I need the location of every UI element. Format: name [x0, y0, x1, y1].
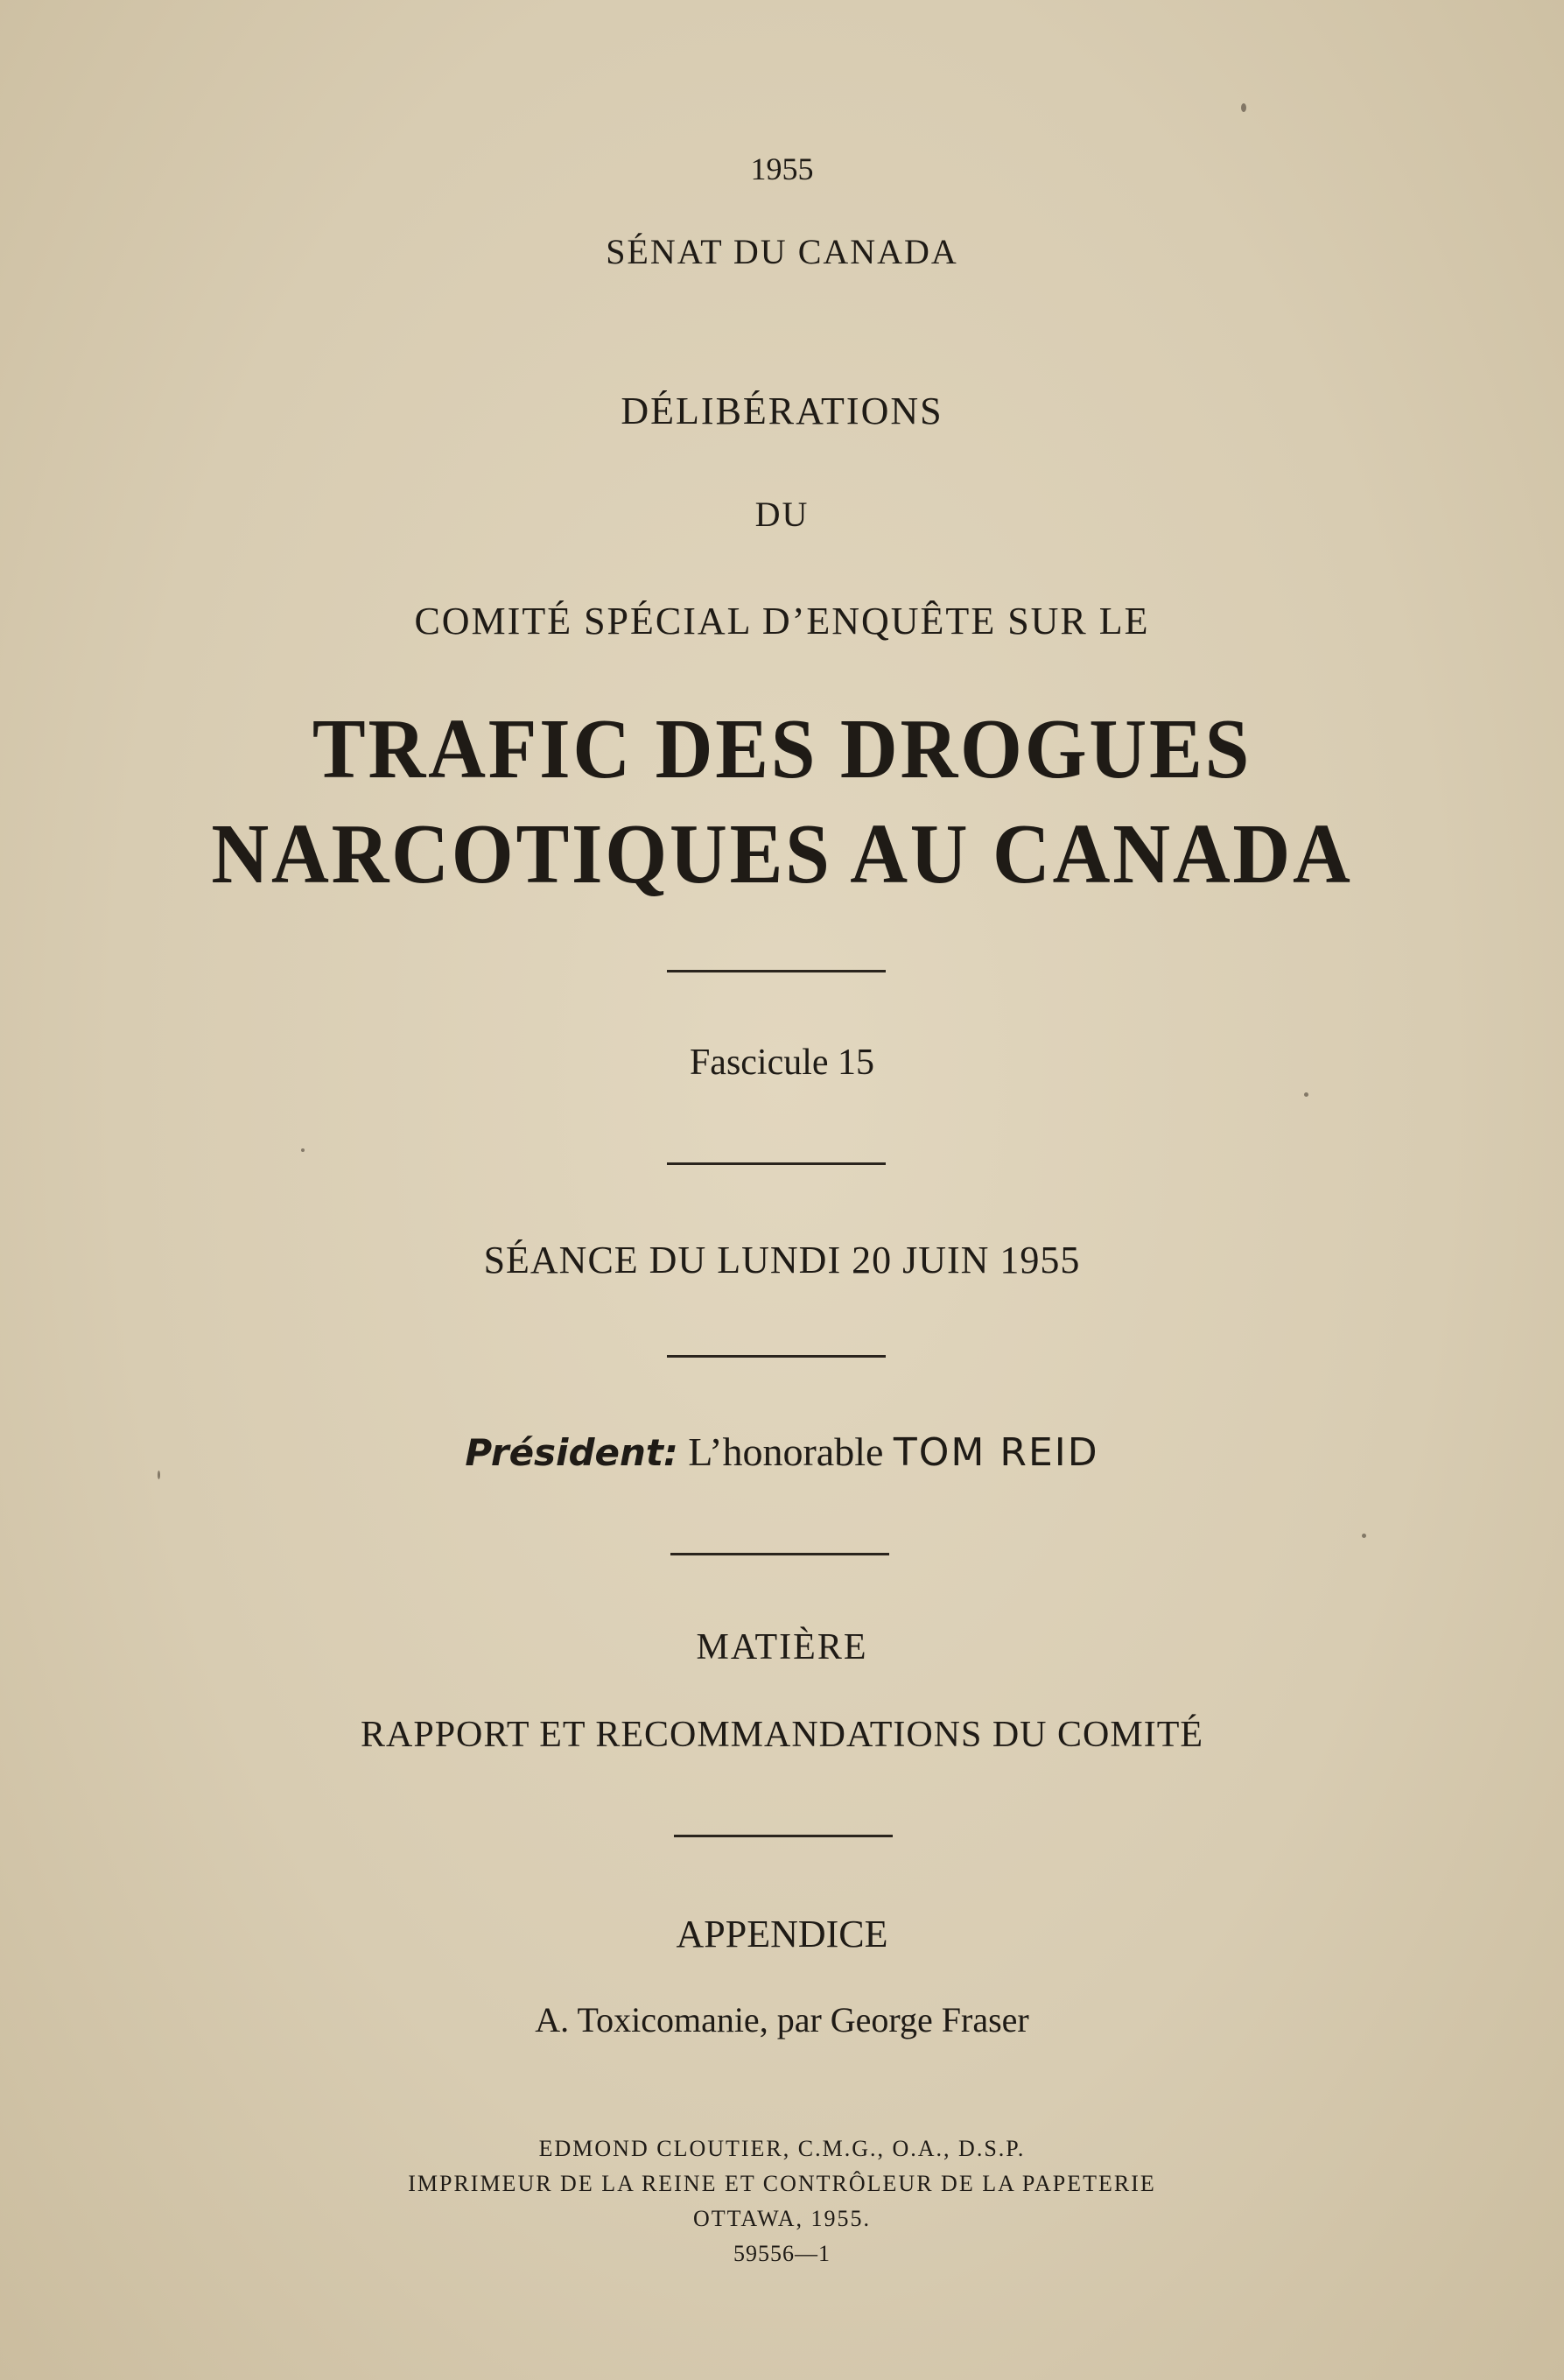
- president-honorific: L’honorable: [688, 1429, 884, 1474]
- heading-du: DU: [754, 495, 810, 534]
- divider-rule: [670, 1553, 889, 1555]
- divider-rule: [667, 1355, 886, 1358]
- matiere-label: MATIÈRE: [696, 1627, 868, 1667]
- session-date: SÉANCE DU LUNDI 20 JUIN 1955: [483, 1239, 1081, 1281]
- main-title-line-1: TRAFIC DES DROGUES: [312, 702, 1252, 797]
- paper-speck: [1304, 1092, 1308, 1097]
- fascicule-number: Fascicule 15: [689, 1043, 875, 1083]
- main-title-line-2: NARCOTIQUES AU CANADA: [211, 807, 1353, 902]
- president-name: TOM REID: [893, 1430, 1099, 1475]
- heading-comite: COMITÉ SPÉCIAL D’ENQUÊTE SUR LE: [414, 600, 1150, 642]
- imprint-printer: EDMOND CLOUTIER, C.M.G., O.A., D.S.P.: [538, 2136, 1026, 2161]
- appendice-label: APPENDICE: [676, 1913, 888, 1955]
- appendice-item: A. Toxicomanie, par George Fraser: [535, 2000, 1029, 2039]
- president-label: Président:: [465, 1431, 678, 1474]
- paper-speck: [158, 1471, 160, 1479]
- divider-rule: [674, 1835, 893, 1837]
- paper-speck: [1362, 1534, 1366, 1538]
- imprint-title: IMPRIMEUR DE LA REINE ET CONTRÔLEUR DE LA PAPETERIE: [408, 2171, 1156, 2196]
- divider-rule: [667, 970, 886, 972]
- president-line: [0, 1429, 1564, 1475]
- paper-speck: [301, 1148, 305, 1152]
- institution-name: SÉNAT DU CANADA: [606, 232, 958, 271]
- divider-rule: [667, 1162, 886, 1165]
- imprint-number: 59556—1: [733, 2241, 831, 2266]
- paper-speck: [1241, 103, 1246, 112]
- imprint-place-date: OTTAWA, 1955.: [692, 2206, 872, 2231]
- heading-deliberations: DÉLIBÉRATIONS: [621, 390, 943, 432]
- matiere-text: RAPPORT ET RECOMMANDATIONS DU COMITÉ: [360, 1715, 1203, 1755]
- document-year: 1955: [750, 151, 814, 186]
